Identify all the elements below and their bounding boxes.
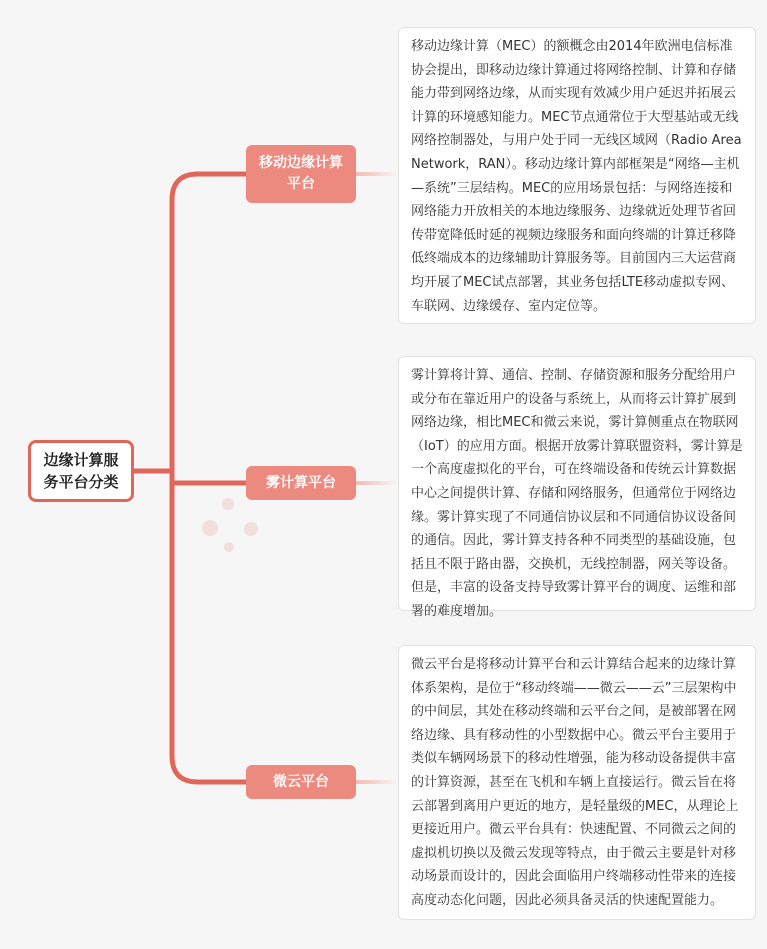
branch-node-mec-label: 移动边缘计算平台 [259, 155, 343, 192]
branch-node-fog-label: 雾计算平台 [266, 474, 336, 491]
description-text-cloudlet: 微云平台是将移动计算平台和云计算结合起来的边缘计算体系架构，是位于“移动终端——微云——云”三层架构中的中间层，其处在移动终端和云平台之间，是被部署在网络边缘、具有移动性的小型数据中心。微云平台主要用于类似车辆网场景下的移动性增强，能为移动设备提供丰富的计算资源，甚至在飞机和车辆上直接运行。微云旨在将云部署到离用户更近的地方，是轻量级的MEC，从理论上更接近用户。微云平台具有：快速配置、不同微云之间的虚拟机切换以及微云发现等特点，由于微云主要是针对移动场景而设计的，因此会面临用户终端移动性带来的连接高度动态化问题，因此必须具备灵活的快速配置能力。 [411, 657, 739, 908]
description-text-mec: 移动边缘计算（MEC）的额概念由2014年欧洲电信标准协会提出，即移动边缘计算通过将网络控制、计算和存储能力带到网络边缘，从而实现有效减少用户延迟并拓展云计算的环境感知能力。MEC节点通常位于大型基站或无线网络控制器处，与用户处于同一无线区域网（Radio Area Network，RAN）。移动边缘计算内部框架是“网络—主机—系统”三层结构。MEC的应用场景包括：与网络连接和网络能力开放相关的本地边缘服务、边缘就近处理节省回传带宽降低时延的视频边缘服务和面向终端的计算迁移降低终端成本的边缘辅助计算服务等。目前国内三大运营商均开展了MEC试点部署，其业务包括LTE移动虚拟专网、车联网、边缘缓存、室内定位等。 [411, 39, 742, 314]
branch-node-cloudlet[interactable] [246, 765, 356, 799]
root-node[interactable] [28, 440, 134, 502]
branch-node-fog[interactable] [246, 466, 356, 500]
branch-connector-1 [172, 174, 246, 471]
description-text-fog: 雾计算将计算、通信、控制、存储资源和服务分配给用户或分布在靠近用户的设备与系统上，从而将云计算扩展到网络边缘，相比MEC和微云来说，雾计算侧重点在物联网（IoT）的应用方面。根据开放雾计算联盟资料，雾计算是一个高度虚拟化的平台，可在终端设备和传统云计算数据中心之间提供计算、存储和网络服务，但通常位于网络边缘。雾计算实现了不同通信协议层和不同通信协议设备间的通信。因此，雾计算支持各种不同类型的基础设施，包括且不限于路由器，交换机，无线控制器，网关等设备。但是，丰富的设备支持导致雾计算平台的调度、运维和部署的难度增加。 [411, 368, 743, 619]
description-card-cloudlet [398, 645, 756, 920]
branch-connector-3 [172, 471, 246, 782]
card-connector-2 [356, 481, 398, 485]
branch-node-cloudlet-label: 微云平台 [273, 773, 329, 790]
card-connector-1 [356, 172, 398, 176]
description-card-fog [398, 356, 756, 619]
branch-node-mec[interactable] [246, 145, 356, 203]
card-connector-3 [356, 780, 398, 784]
root-node-label: 边缘计算服务平台分类 [43, 451, 119, 491]
description-card-mec [398, 27, 756, 324]
